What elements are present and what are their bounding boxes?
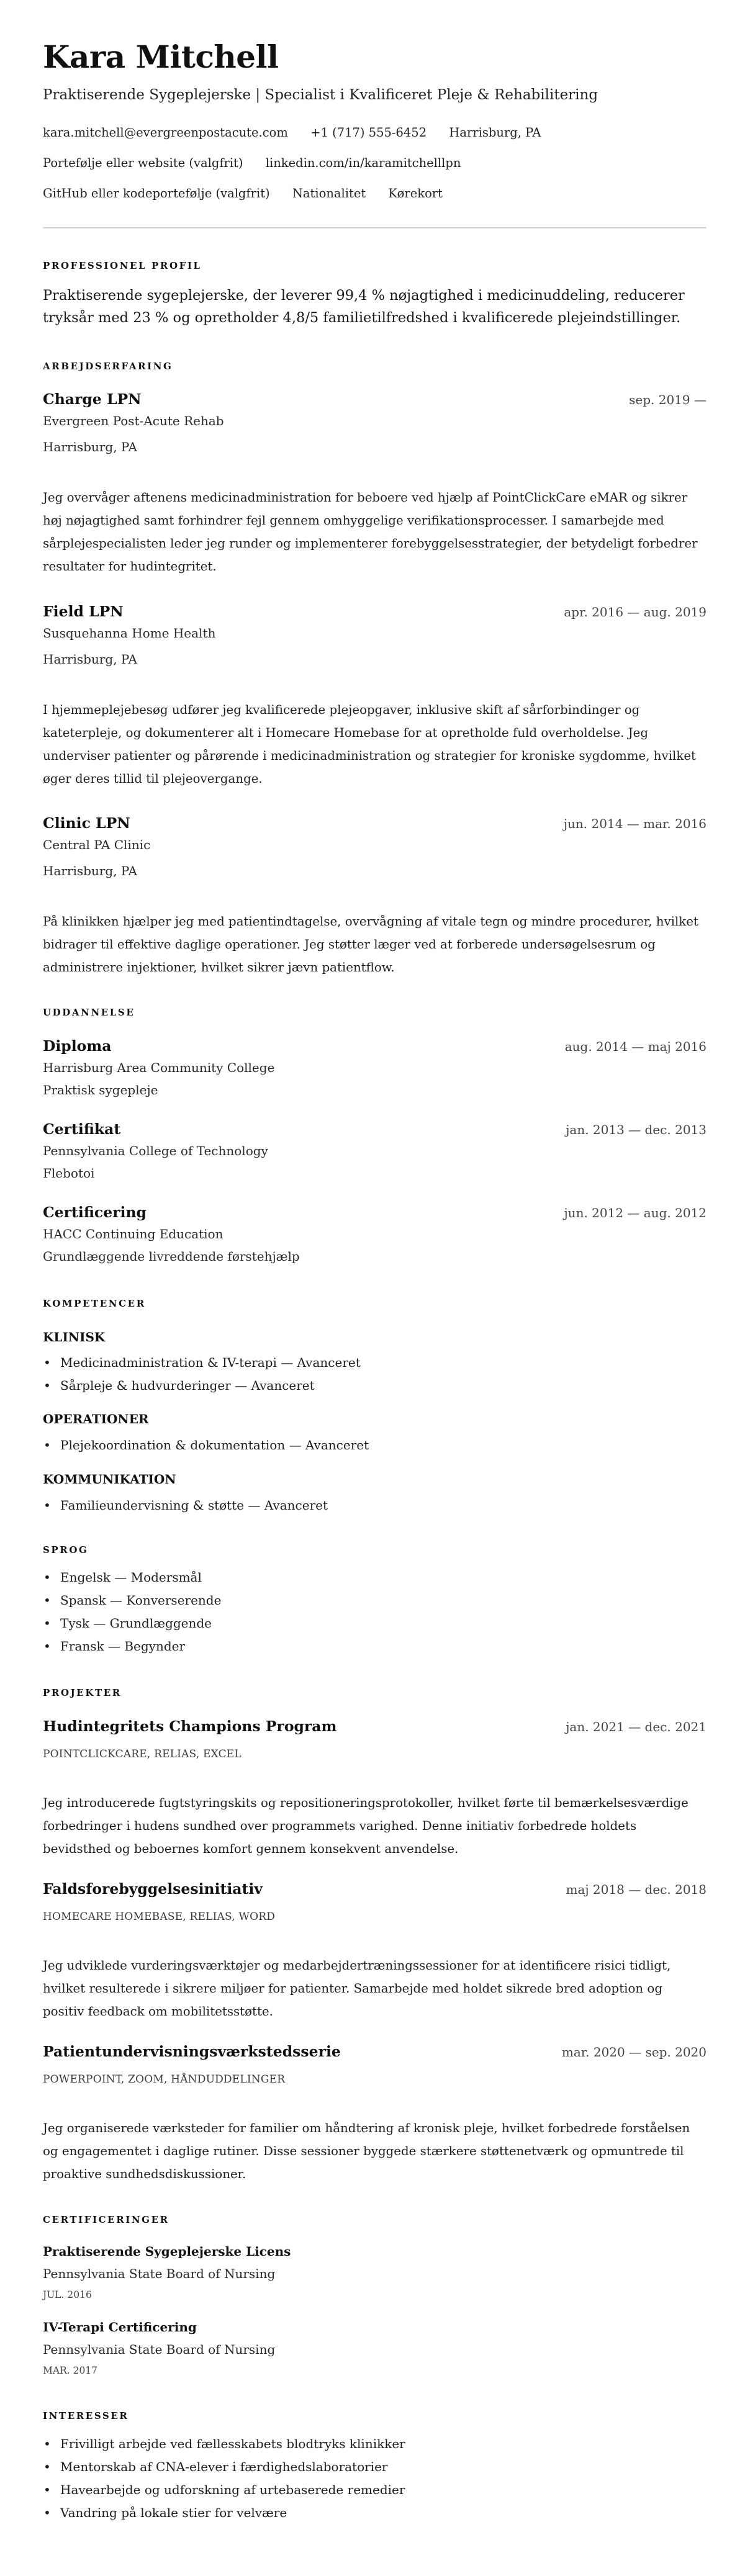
section-heading: KOMPETENCER xyxy=(43,1298,146,1309)
field-of-study: Grundlæggende livreddende førstehjælp xyxy=(43,1249,300,1264)
interests-section xyxy=(43,2410,707,2524)
project-tech: POINTCLICKCARE, RELIAS, EXCEL xyxy=(43,1748,242,1760)
interest-item: • Mentorskab af CNA-elever i færdighedslaboratorier xyxy=(43,2456,707,2479)
skill-list xyxy=(43,1494,707,1517)
project-entry xyxy=(43,1716,707,1860)
job-dates: jun. 2014 — mar. 2016 xyxy=(563,816,707,831)
resume-header xyxy=(43,38,707,209)
profile-summary: Praktiserende sygeplejerske, der leverer 99,4 % nøjagtighed i medicinuddeling, reducerer tryksår med 23 % og opretholder 4,8/5 familietilfredshed i kvalificerede plejeindstillinger. xyxy=(43,287,685,326)
certification-entry xyxy=(43,2243,707,2302)
certifications-section xyxy=(43,2213,707,2377)
job-description: Jeg overvåger aftenens medicinadministration for beboere ved hjælp af PointClickCare eMAR og sikrer høj nøjagtighed samt forhindrer fejl gennem omhyggelige verifikationsprocesser. I samarbejde med sårplejespecialisten leder jeg runder og implementerer forebyggelsesstrategier, der betydeligt forbedrer resultater for hudintegritet. xyxy=(43,490,698,574)
section-heading: UDDANNELSE xyxy=(43,1007,135,1018)
project-title: Hudintegritets Champions Program xyxy=(43,1718,337,1735)
project-description: Jeg organiserede værksteder for familier om håndtering af kronisk pleje, hvilket forbedrede forståelsen og engagementet i daglige rutiner. Disse sessioner byggede stærkere støttenetværk og opmuntrede til proaktive sundhedsdiskussioner. xyxy=(43,2120,690,2181)
section-heading: SPROG xyxy=(43,1544,89,1556)
section-heading: ARBEJDSERFARING xyxy=(43,361,173,372)
job-dates: sep. 2019 — xyxy=(629,392,707,407)
school: Harrisburg Area Community College xyxy=(43,1060,275,1075)
contact-row xyxy=(43,178,707,209)
project-description: Jeg introducerede fugtstyringskits og repositioneringsprotokoller, hvilket førte til bemærkelsesværdige forbedringer i hudens sundhed over programmets varighed. Denne initiativ forbedrede holdets bevidsthed og beboernes komfort gennem konsekvent anvendelse. xyxy=(43,1795,689,1856)
skill-category: KLINISK xyxy=(43,1330,106,1344)
education-entry xyxy=(43,1202,707,1266)
certification-issuer: Pennsylvania State Board of Nursing xyxy=(43,2341,276,2357)
interest-item: • Vandring på lokale stier for velvære xyxy=(43,2502,707,2524)
project-dates: jan. 2021 — dec. 2021 xyxy=(566,1719,707,1734)
project-entry xyxy=(43,2042,707,2186)
project-title: Faldsforebyggelsesinitiativ xyxy=(43,1880,263,1898)
language-list xyxy=(43,1566,707,1658)
phone-number[interactable]: +1 (717) 555-6452 xyxy=(310,125,427,140)
job-title: Field LPN xyxy=(43,602,124,620)
school: HACC Continuing Education xyxy=(43,1227,224,1241)
nationality: Nationalitet xyxy=(292,186,366,200)
certification-name: IV-Terapi Certificering xyxy=(43,2319,197,2335)
field-of-study: Flebotoi xyxy=(43,1166,95,1181)
project-dates: mar. 2020 — sep. 2020 xyxy=(561,2045,707,2060)
interest-item: • Havearbejde og udforskning af urtebaserede remedier xyxy=(43,2479,707,2502)
education-dates: jun. 2012 — aug. 2012 xyxy=(564,1205,707,1220)
school: Pennsylvania College of Technology xyxy=(43,1143,268,1158)
job-title: Charge LPN xyxy=(43,390,142,408)
job-company: Susquehanna Home Health xyxy=(43,625,216,641)
skill-list xyxy=(43,1434,707,1457)
job-entry xyxy=(43,601,707,790)
drivers-license: Kørekort xyxy=(388,186,443,200)
job-company: Central PA Clinic xyxy=(43,837,151,852)
section-heading: INTERESSER xyxy=(43,2410,129,2421)
location: Harrisburg, PA xyxy=(449,125,541,140)
skill-item: • Familieundervisning & støtte — Avanceret xyxy=(43,1494,707,1517)
portfolio-link[interactable]: Portefølje eller website (valgfrit) xyxy=(43,156,243,170)
experience-section xyxy=(43,360,707,979)
skills-section xyxy=(43,1297,707,1517)
education-section xyxy=(43,1006,707,1266)
education-entry xyxy=(43,1119,707,1182)
job-dates: apr. 2016 — aug. 2019 xyxy=(564,604,707,619)
candidate-name: Kara Mitchell xyxy=(43,38,279,75)
candidate-headline: Praktiserende Sygeplejerske | Specialist i Kvalificeret Pleje & Rehabilitering xyxy=(43,87,598,103)
contact-info xyxy=(43,117,707,209)
language-item: • Fransk — Begynder xyxy=(43,1635,707,1658)
certification-name: Praktiserende Sygeplejerske Licens xyxy=(43,2243,291,2259)
skill-item: • Plejekoordination & dokumentation — Avanceret xyxy=(43,1434,707,1457)
interest-list xyxy=(43,2433,707,2524)
header-divider xyxy=(43,227,707,228)
skill-item: • Sårpleje & hudvurderinger — Avanceret xyxy=(43,1374,707,1397)
contact-row xyxy=(43,117,707,148)
email-link[interactable]: kara.mitchell@evergreenpostacute.com xyxy=(43,125,288,140)
certification-entry xyxy=(43,2318,707,2377)
job-description: I hjemmeplejebesøg udfører jeg kvalificerede plejeopgaver, inklusive skift af sårforbindinger og kateterpleje, og dokumenterer alt i Homecare Homebase for at opretholde fuld overholdelse. Jeg underviser patienter og pårørende i medicinadministration og strategier for kroniske sygdomme, hvilket øger deres tillid til plejeovergange. xyxy=(43,702,697,786)
job-location: Harrisburg, PA xyxy=(43,439,137,454)
project-tech: POWERPOINT, ZOOM, HÅNDUDDELINGER xyxy=(43,2073,286,2086)
certification-issuer: Pennsylvania State Board of Nursing xyxy=(43,2266,276,2281)
language-item: • Engelsk — Modersmål xyxy=(43,1566,707,1589)
field-of-study: Praktisk sygepleje xyxy=(43,1083,158,1097)
contact-row xyxy=(43,148,707,178)
linkedin-link[interactable]: linkedin.com/in/karamitchelllpn xyxy=(265,156,461,170)
projects-section xyxy=(43,1687,707,2186)
education-dates: aug. 2014 — maj 2016 xyxy=(564,1039,707,1054)
education-dates: jan. 2013 — dec. 2013 xyxy=(566,1122,707,1137)
job-location: Harrisburg, PA xyxy=(43,863,137,878)
section-heading: CERTIFICERINGER xyxy=(43,2213,169,2225)
skill-list xyxy=(43,1351,707,1397)
language-item: • Tysk — Grundlæggende xyxy=(43,1612,707,1635)
project-title: Patientundervisningsværkstedsserie xyxy=(43,2043,341,2060)
section-heading: PROJEKTER xyxy=(43,1687,122,1698)
section-heading: PROFESSIONEL PROFIL xyxy=(43,260,202,271)
education-entry xyxy=(43,1036,707,1099)
job-entry xyxy=(43,389,707,578)
certification-date: MAR. 2017 xyxy=(43,2364,98,2376)
degree: Certifikat xyxy=(43,1120,121,1138)
degree: Diploma xyxy=(43,1037,112,1055)
skill-category: KOMMUNIKATION xyxy=(43,1472,176,1487)
profile-section xyxy=(43,259,707,329)
languages-section xyxy=(43,1544,707,1658)
project-dates: maj 2018 — dec. 2018 xyxy=(566,1882,707,1897)
certification-date: JUL. 2016 xyxy=(43,2289,92,2300)
job-location: Harrisburg, PA xyxy=(43,651,137,667)
job-company: Evergreen Post-Acute Rehab xyxy=(43,413,224,428)
interest-item: • Frivilligt arbejde ved fællesskabets blodtryks klinikker xyxy=(43,2433,707,2456)
skill-item: • Medicinadministration & IV-terapi — Avanceret xyxy=(43,1351,707,1374)
project-description: Jeg udviklede vurderingsværktøjer og medarbejdertræningssessioner for at identificere risici tidligt, hvilket resulterede i sikrere miljøer for patienter. Samarbejde med holdet sikrede bred adoption og positiv feedback om mobilitetsstøtte. xyxy=(43,1958,671,2019)
github-link[interactable]: GitHub eller kodeportefølje (valgfrit) xyxy=(43,186,270,200)
job-description: På klinikken hjælper jeg med patientindtagelse, overvågning af vitale tegn og mindre procedurer, hvilket bidrager til effektive daglige operationer. Jeg støtter læger ved at forberede undersøgelsesrum og administrere injektioner, hvilket sikrer jævn patientflow. xyxy=(43,914,698,975)
degree: Certificering xyxy=(43,1204,147,1221)
language-item: • Spansk — Konverserende xyxy=(43,1589,707,1612)
job-entry xyxy=(43,813,707,979)
project-entry xyxy=(43,1879,707,2023)
skill-category: OPERATIONER xyxy=(43,1412,149,1426)
project-tech: HOMECARE HOMEBASE, RELIAS, WORD xyxy=(43,1911,276,1923)
job-title: Clinic LPN xyxy=(43,814,130,832)
